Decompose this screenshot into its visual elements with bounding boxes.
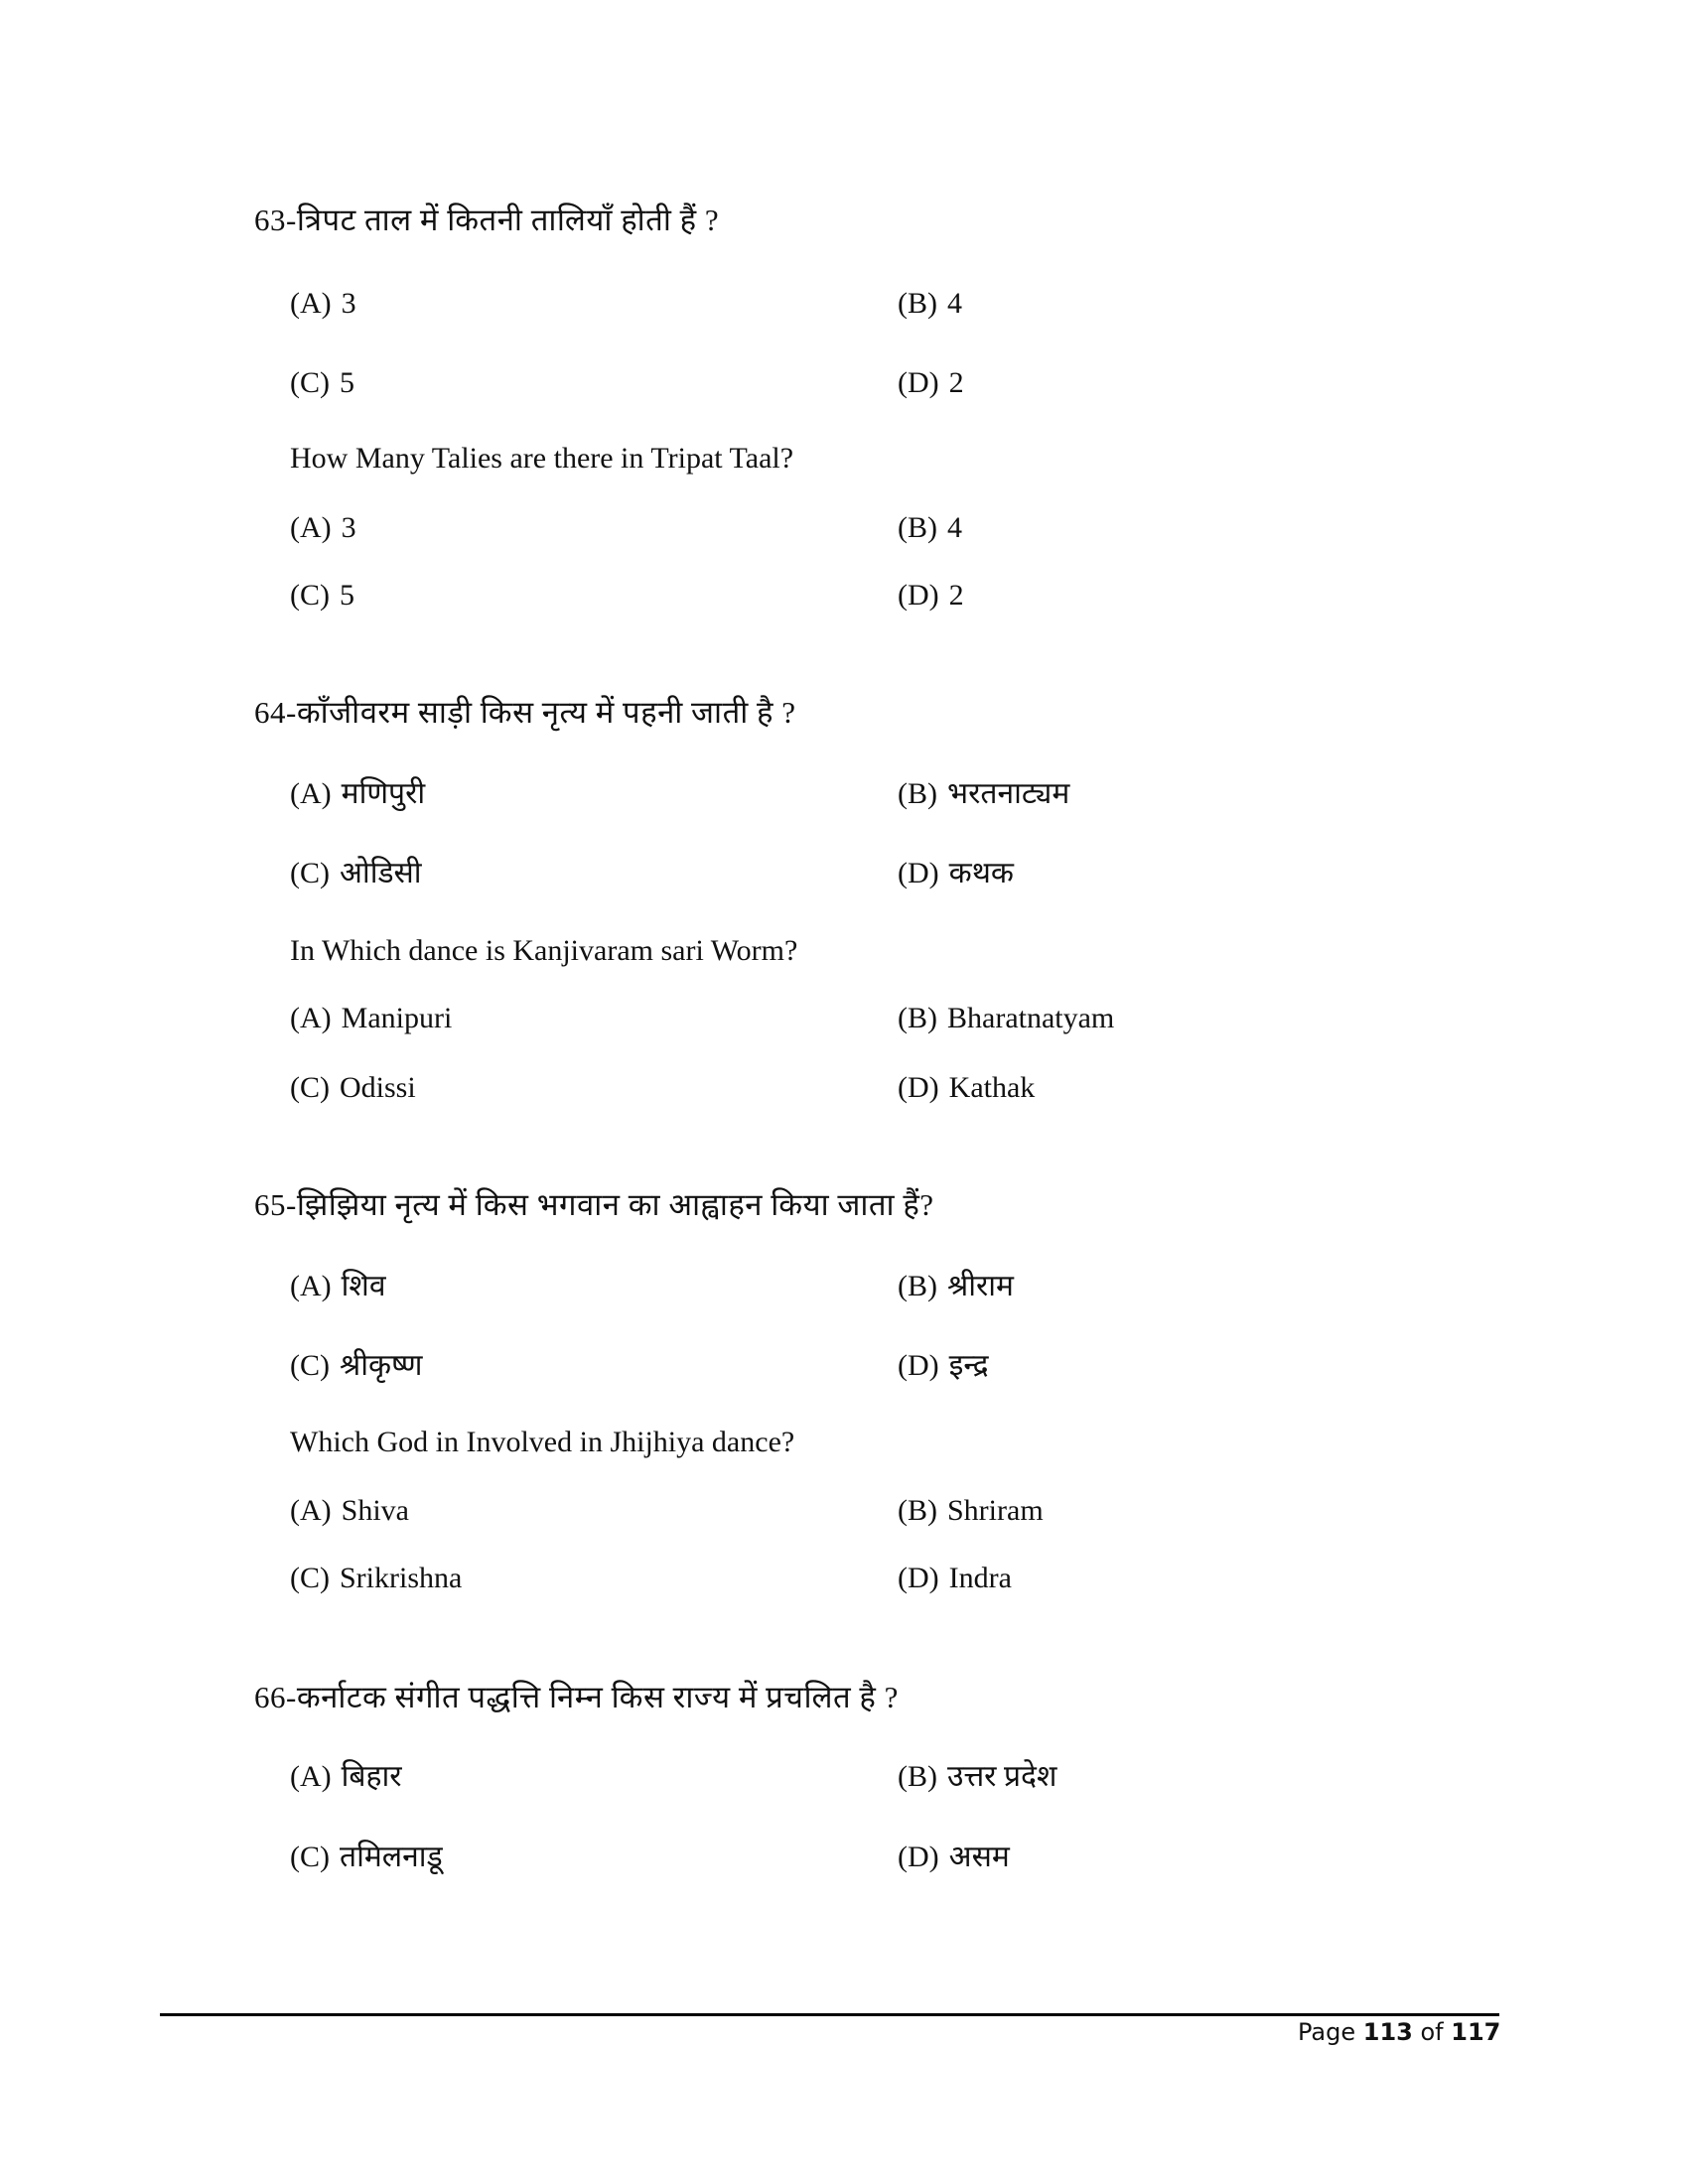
option-label: (D) xyxy=(898,1841,939,1873)
option-text: Srikrishna xyxy=(340,1562,463,1594)
option-label: (A) xyxy=(290,511,332,544)
option-label: (B) xyxy=(898,1760,937,1793)
page-of-label: of xyxy=(1420,2018,1444,2046)
q63-hi-option-a xyxy=(290,284,356,324)
option-label: (C) xyxy=(290,857,330,889)
q66-hi-option-b xyxy=(898,1757,1056,1797)
question-64-english: In Which dance is Kanjivaram sari Worm? xyxy=(290,934,798,967)
question-66-hindi: 66-कर्नाटक संगीत पद्धत्ति निम्न किस राज्य में प्रचलित है ? xyxy=(254,1680,899,1714)
option-label: (B) xyxy=(898,1494,937,1527)
option-label: (C) xyxy=(290,366,330,399)
option-text: 4 xyxy=(947,287,962,320)
option-label: (B) xyxy=(898,287,937,320)
q63-en-option-d xyxy=(898,576,964,615)
option-label: (A) xyxy=(290,287,332,320)
q63-hi-option-c xyxy=(290,363,354,403)
q63-en-option-b xyxy=(898,508,962,548)
option-text: तमिलनाडू xyxy=(340,1841,443,1873)
q64-hi-option-d xyxy=(898,854,1014,893)
option-label: (D) xyxy=(898,857,939,889)
q63-hi-option-b xyxy=(898,284,962,324)
total-pages: 117 xyxy=(1451,2018,1501,2046)
option-text: ओडिसी xyxy=(340,857,422,889)
option-label: (C) xyxy=(290,1841,330,1873)
option-label: (B) xyxy=(898,777,937,810)
q65-hi-option-b xyxy=(898,1267,1014,1306)
option-label: (A) xyxy=(290,1270,332,1302)
option-text: बिहार xyxy=(341,1760,402,1793)
option-text: Shriram xyxy=(947,1494,1044,1527)
option-label: (A) xyxy=(290,1760,332,1793)
option-text: मणिपुरी xyxy=(341,777,426,810)
page-prefix: Page xyxy=(1298,2018,1356,2046)
q63-hi-option-d xyxy=(898,363,964,403)
q65-en-option-b xyxy=(898,1491,1044,1531)
q66-hi-option-a xyxy=(290,1757,402,1797)
q64-hi-option-a xyxy=(290,774,425,814)
q64-hi-option-b xyxy=(898,774,1069,814)
q63-en-option-a xyxy=(290,508,356,548)
option-text: 2 xyxy=(948,579,964,612)
q65-hi-option-d xyxy=(898,1346,989,1386)
option-text: शिव xyxy=(341,1270,386,1302)
q65-hi-option-a xyxy=(290,1267,386,1306)
option-text: असम xyxy=(948,1841,1010,1873)
q64-en-option-b xyxy=(898,999,1114,1038)
q66-hi-option-d xyxy=(898,1838,1010,1877)
question-65-hindi: 65-झिझिया नृत्य में किस भगवान का आह्वाहन किया जाता हैं? xyxy=(254,1187,934,1222)
option-label: (D) xyxy=(898,1562,939,1594)
q65-en-option-c xyxy=(290,1559,462,1598)
question-63-hindi: 63-त्रिपट ताल में कितनी तालियाँ होती हैं ? xyxy=(254,203,720,237)
option-text: Manipuri xyxy=(341,1002,453,1034)
q64-en-option-d xyxy=(898,1068,1035,1108)
option-text: Odissi xyxy=(340,1071,416,1104)
option-label: (C) xyxy=(290,579,330,612)
option-text: भरतनाट्यम xyxy=(947,777,1070,810)
q66-hi-option-c xyxy=(290,1838,443,1877)
option-label: (D) xyxy=(898,1071,939,1104)
option-label: (D) xyxy=(898,579,939,612)
option-text: Indra xyxy=(948,1562,1012,1594)
question-63-english: How Many Talies are there in Tripat Taal? xyxy=(290,442,794,475)
option-text: 3 xyxy=(341,287,356,320)
option-text: श्रीराम xyxy=(947,1270,1014,1302)
q65-hi-option-c xyxy=(290,1346,422,1386)
option-text: 3 xyxy=(341,511,356,544)
option-label: (B) xyxy=(898,1002,937,1034)
option-label: (C) xyxy=(290,1562,330,1594)
option-label: (C) xyxy=(290,1349,330,1382)
q65-en-option-d xyxy=(898,1559,1012,1598)
option-text: श्रीकृष्ण xyxy=(340,1349,423,1382)
option-text: Bharatnatyam xyxy=(947,1002,1115,1034)
option-label: (C) xyxy=(290,1071,330,1104)
option-label: (D) xyxy=(898,366,939,399)
option-text: 5 xyxy=(340,579,354,612)
question-65-english: Which God in Involved in Jhijhiya dance? xyxy=(290,1426,795,1458)
option-label: (D) xyxy=(898,1349,939,1382)
option-label: (B) xyxy=(898,511,937,544)
question-64-hindi: 64-काँजीवरम साड़ी किस नृत्य में पहनी जाती है ? xyxy=(254,695,796,730)
current-page: 113 xyxy=(1362,2018,1413,2046)
option-label: (A) xyxy=(290,777,332,810)
option-text: 2 xyxy=(948,366,964,399)
page-number xyxy=(1298,2015,1500,2049)
option-text: इन्द्र xyxy=(948,1349,989,1382)
q63-en-option-c xyxy=(290,576,354,615)
option-label: (A) xyxy=(290,1494,332,1527)
q64-en-option-a xyxy=(290,999,452,1038)
option-text: कथक xyxy=(948,857,1014,889)
option-text: उत्तर प्रदेश xyxy=(947,1760,1057,1793)
q64-en-option-c xyxy=(290,1068,416,1108)
q64-hi-option-c xyxy=(290,854,422,893)
option-label: (B) xyxy=(898,1270,937,1302)
option-text: 4 xyxy=(947,511,962,544)
q65-en-option-a xyxy=(290,1491,409,1531)
option-text: Kathak xyxy=(948,1071,1036,1104)
option-text: Shiva xyxy=(341,1494,409,1527)
option-label: (A) xyxy=(290,1002,332,1034)
option-text: 5 xyxy=(340,366,354,399)
